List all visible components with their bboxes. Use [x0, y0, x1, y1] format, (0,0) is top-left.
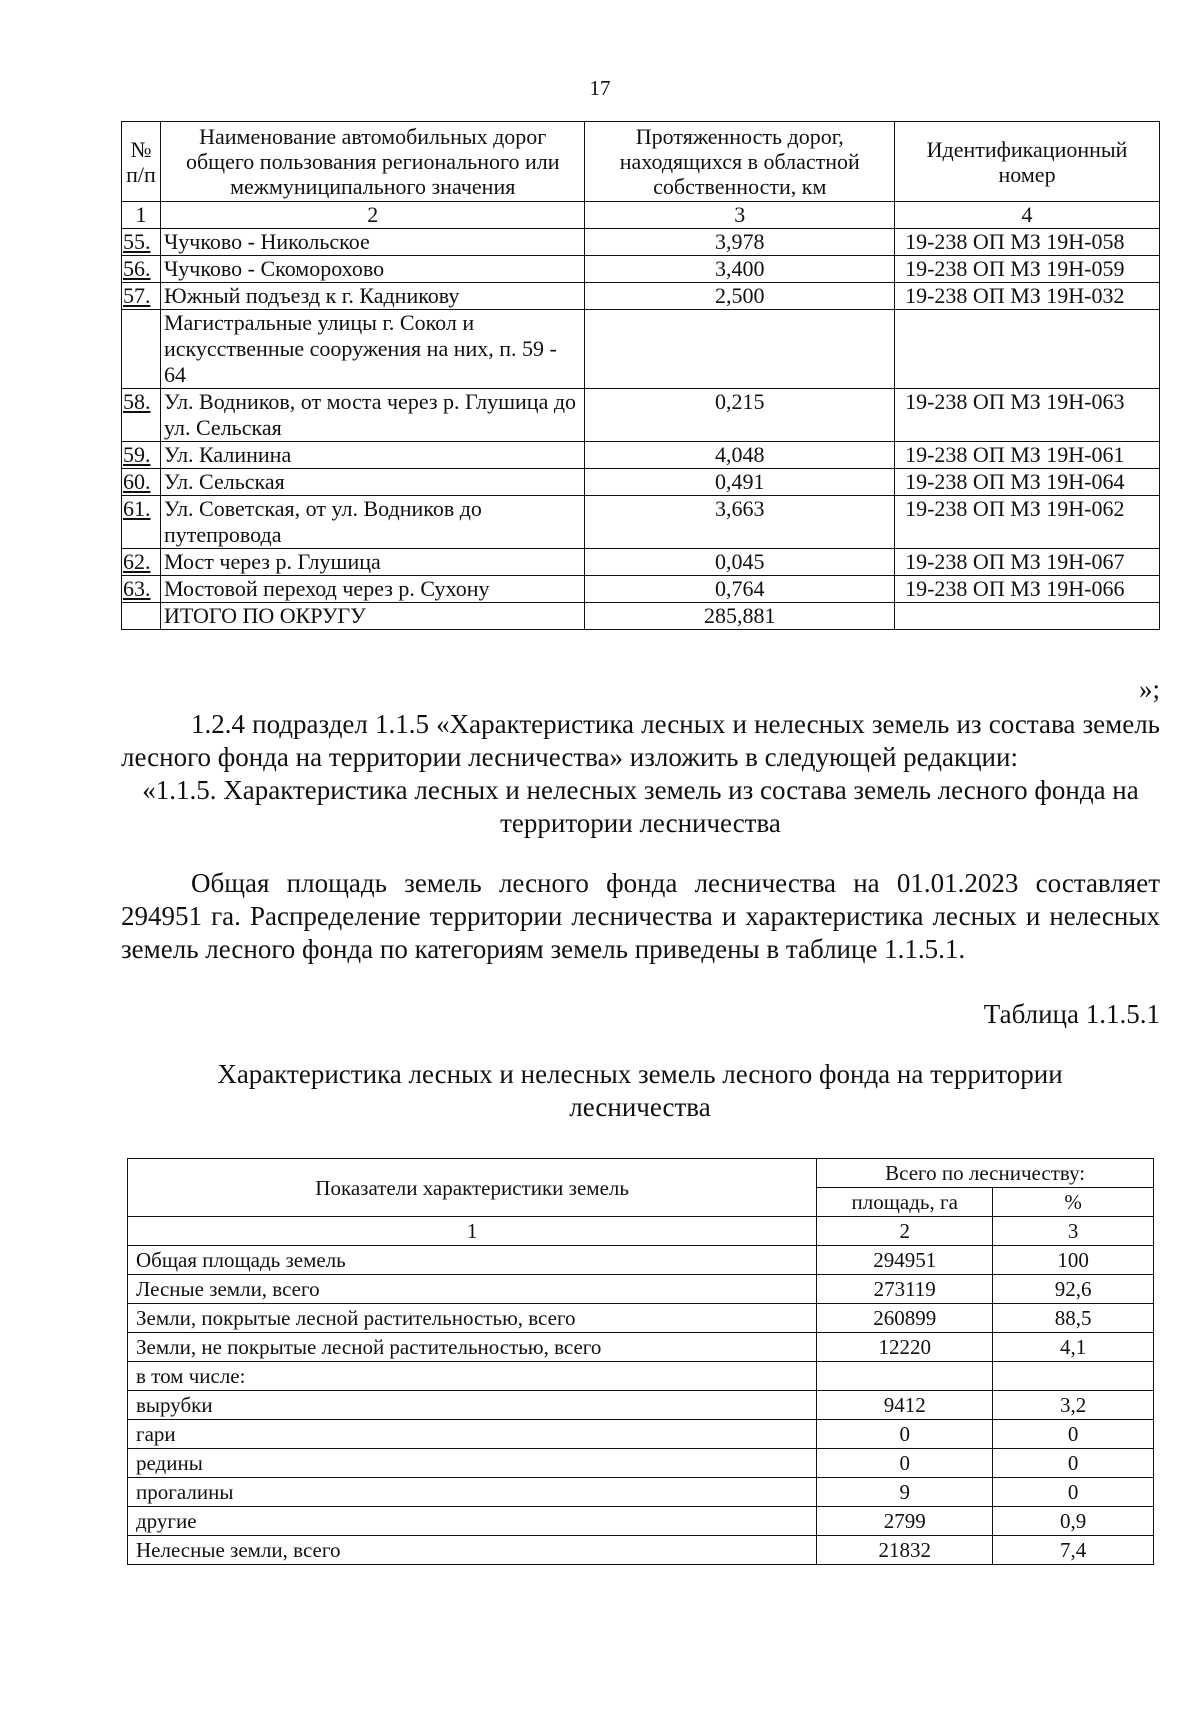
road-name: Чучково - Скоморохово — [160, 256, 585, 283]
road-length: 3,400 — [585, 256, 895, 283]
table-row — [122, 496, 1160, 549]
road-name: Мостовой переход через р. Сухону — [160, 576, 585, 603]
road-id: 19-238 ОП МЗ 19Н-067 — [895, 549, 1160, 576]
header-percent: % — [993, 1188, 1154, 1217]
road-name: Ул. Водников, от моста через р. Глушица до ул. Сельская — [160, 389, 585, 442]
percent-value — [993, 1362, 1154, 1391]
row-number: 59. — [122, 442, 161, 469]
table-title: Характеристика лесных и нелесных земель лесного фонда на территории лесничества — [217, 1059, 1063, 1122]
row-number: 63. — [122, 576, 161, 603]
table-row — [128, 1304, 1154, 1333]
indicator-name: Земли, покрытые лесной растительностью, всего — [128, 1304, 817, 1333]
col-number: 2 — [817, 1217, 993, 1246]
col-number: 1 — [128, 1217, 817, 1246]
percent-value: 3,2 — [993, 1391, 1154, 1420]
header-road-id: Идентификационный номер — [895, 122, 1160, 202]
road-length: 4,048 — [585, 442, 895, 469]
table-row — [122, 283, 1160, 310]
col-number: 3 — [993, 1217, 1154, 1246]
row-number: 58. — [122, 389, 161, 442]
table-row — [128, 1333, 1154, 1362]
road-name: Ул. Советская, от ул. Водников до путепровода — [160, 496, 585, 549]
percent-value: 100 — [993, 1246, 1154, 1275]
roads-table — [121, 121, 1160, 630]
percent-value: 4,1 — [993, 1333, 1154, 1362]
road-id: 19-238 ОП МЗ 19Н-066 — [895, 576, 1160, 603]
land-header-row — [128, 1159, 1154, 1188]
table-row — [122, 229, 1160, 256]
indicator-name: Общая площадь земель — [128, 1246, 817, 1275]
table-row — [128, 1536, 1154, 1565]
area-value: 12220 — [817, 1333, 993, 1362]
row-number: 57. — [122, 283, 161, 310]
area-value: 2799 — [817, 1507, 993, 1536]
percent-value: 0 — [993, 1420, 1154, 1449]
col-number: 4 — [895, 202, 1160, 229]
road-name: Мост через р. Глушица — [160, 549, 585, 576]
land-characteristics-table — [127, 1158, 1154, 1565]
percent-value: 92,6 — [993, 1275, 1154, 1304]
paragraph-total-area: Общая площадь земель лесного фонда лесничества на 01.01.2023 составляет 294951 га. Распределение территории лесничества и характеристика лесных и нелесных земель лесного фонда по категориям земель приведены в таблице 1.1.5.1. — [121, 868, 1160, 964]
quote-close: »; — [1138, 674, 1160, 704]
indicator-name: Земли, не покрытые лесной растительностью, всего — [128, 1333, 817, 1362]
table-row — [122, 549, 1160, 576]
area-value: 273119 — [817, 1275, 993, 1304]
row-number: 62. — [122, 549, 161, 576]
road-id: 19-238 ОП МЗ 19Н-061 — [895, 442, 1160, 469]
road-name: Чучково - Никольское — [160, 229, 585, 256]
road-id — [895, 603, 1160, 630]
percent-value: 7,4 — [993, 1536, 1154, 1565]
road-length: 0,764 — [585, 576, 895, 603]
road-id — [895, 310, 1160, 389]
road-id: 19-238 ОП МЗ 19Н-059 — [895, 256, 1160, 283]
road-id: 19-238 ОП МЗ 19Н-064 — [895, 469, 1160, 496]
area-value: 9 — [817, 1478, 993, 1507]
table-row-total — [122, 603, 1160, 630]
indicator-name: вырубки — [128, 1391, 817, 1420]
road-length: 0,045 — [585, 549, 895, 576]
row-number: 55. — [122, 229, 161, 256]
area-value: 21832 — [817, 1536, 993, 1565]
header-num: № п/п — [122, 122, 161, 202]
col-number: 2 — [160, 202, 585, 229]
header-road-name: Наименование автомобильных дорог общего пользования регионального или межмуниципального значения — [160, 122, 585, 202]
row-number: 61. — [122, 496, 161, 549]
table-row — [122, 442, 1160, 469]
table-row — [128, 1420, 1154, 1449]
road-id: 19-238 ОП МЗ 19Н-063 — [895, 389, 1160, 442]
indicator-name: редины — [128, 1449, 817, 1478]
col-number: 1 — [122, 202, 161, 229]
header-area: площадь, га — [817, 1188, 993, 1217]
road-id: 19-238 ОП МЗ 19Н-032 — [895, 283, 1160, 310]
table-row — [128, 1449, 1154, 1478]
table-row — [128, 1275, 1154, 1304]
row-number: 56. — [122, 256, 161, 283]
table-row — [122, 576, 1160, 603]
header-indicator: Показатели характеристики земель — [128, 1159, 817, 1217]
road-length — [585, 310, 895, 389]
road-name: Ул. Калинина — [160, 442, 585, 469]
table-row — [122, 256, 1160, 283]
percent-value: 88,5 — [993, 1304, 1154, 1333]
page-number: 17 — [589, 76, 611, 100]
area-value — [817, 1362, 993, 1391]
indicator-name: прогалины — [128, 1478, 817, 1507]
indicator-name: Нелесные земли, всего — [128, 1536, 817, 1565]
table-row — [122, 469, 1160, 496]
road-id: 19-238 ОП МЗ 19Н-058 — [895, 229, 1160, 256]
header-total: Всего по лесничеству: — [817, 1159, 1154, 1188]
row-number — [122, 310, 161, 389]
col-number: 3 — [585, 202, 895, 229]
road-name: ИТОГО ПО ОКРУГУ — [160, 603, 585, 630]
table-row — [128, 1246, 1154, 1275]
row-number: 60. — [122, 469, 161, 496]
road-length: 285,881 — [585, 603, 895, 630]
roads-column-numbers — [122, 202, 1160, 229]
table-row — [128, 1478, 1154, 1507]
percent-value: 0 — [993, 1449, 1154, 1478]
road-length: 0,215 — [585, 389, 895, 442]
percent-value: 0,9 — [993, 1507, 1154, 1536]
table-row — [128, 1391, 1154, 1420]
land-column-numbers — [128, 1217, 1154, 1246]
indicator-name: в том числе: — [128, 1362, 817, 1391]
road-name: Ул. Сельская — [160, 469, 585, 496]
header-road-length: Протяженность дорог, находящихся в областной собственности, км — [585, 122, 895, 202]
road-length: 3,663 — [585, 496, 895, 549]
road-id: 19-238 ОП МЗ 19Н-062 — [895, 496, 1160, 549]
percent-value: 0 — [993, 1478, 1154, 1507]
section-heading: «1.1.5. Характеристика лесных и нелесных земель из состава земель лесного фонда на территории лесничества — [142, 775, 1139, 838]
table-row — [128, 1362, 1154, 1391]
road-name: Южный подъезд к г. Кадникову — [160, 283, 585, 310]
area-value: 260899 — [817, 1304, 993, 1333]
area-value: 0 — [817, 1449, 993, 1478]
roads-header-row — [122, 122, 1160, 202]
row-number — [122, 603, 161, 630]
road-length: 2,500 — [585, 283, 895, 310]
indicator-name: гари — [128, 1420, 817, 1449]
area-value: 0 — [817, 1420, 993, 1449]
table-row — [128, 1507, 1154, 1536]
area-value: 294951 — [817, 1246, 993, 1275]
indicator-name: другие — [128, 1507, 817, 1536]
area-value: 9412 — [817, 1391, 993, 1420]
table-label: Таблица 1.1.5.1 — [983, 999, 1160, 1029]
table-row — [122, 389, 1160, 442]
road-length: 0,491 — [585, 469, 895, 496]
road-length: 3,978 — [585, 229, 895, 256]
road-name: Магистральные улицы г. Сокол и искусственные сооружения на них, п. 59 - 64 — [160, 310, 585, 389]
paragraph-amendment: 1.2.4 подраздел 1.1.5 «Характеристика лесных и нелесных земель из состава земель лесного фонда на территории лесничества» изложить в следующей редакции: — [121, 709, 1160, 772]
table-row — [122, 310, 1160, 389]
indicator-name: Лесные земли, всего — [128, 1275, 817, 1304]
